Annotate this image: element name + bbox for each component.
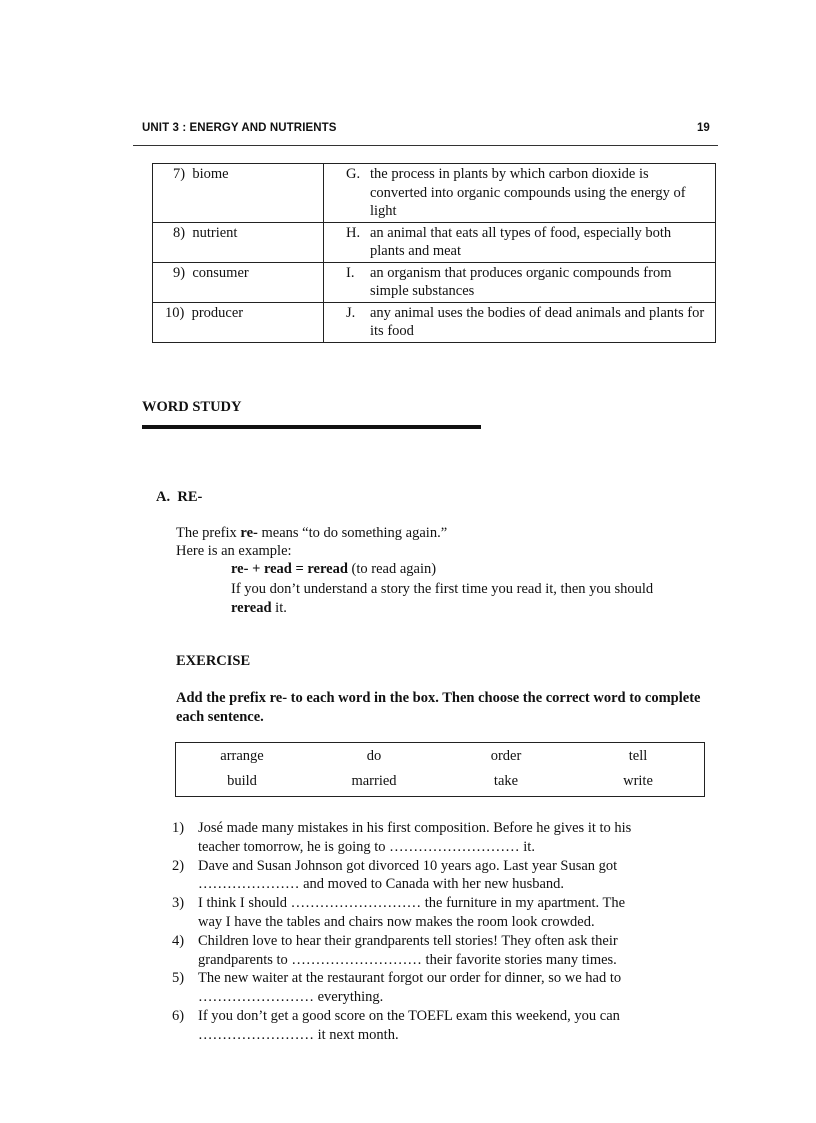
word-box-item: order (490, 748, 522, 764)
section-title: WORD STUDY (142, 399, 242, 415)
definition-letter: H. (346, 224, 361, 241)
word-box-item: do (366, 748, 382, 764)
example-formula (231, 560, 436, 579)
item-number: 5) (172, 970, 185, 987)
definition-letter: G. (346, 166, 361, 182)
list-item (172, 932, 712, 970)
unit-title: UNIT 3 : ENERGY AND NUTRIENTS (142, 122, 337, 134)
item-number: 4) (172, 932, 185, 949)
word-box-item: build (227, 773, 257, 789)
definition-letter: I. (346, 264, 355, 281)
sentence-line: way I have the tables and chairs now makes the room look crowded. (198, 913, 595, 930)
term-number: 7) (173, 166, 186, 182)
exercise-sentence-list (172, 819, 712, 1045)
text-span: The prefix (176, 525, 241, 541)
term-word: biome (192, 166, 229, 182)
table-row (153, 302, 716, 342)
table-row (153, 222, 716, 262)
prefix-definition (176, 524, 447, 543)
term-word: consumer (192, 264, 249, 281)
sentence-line: ………………… and moved to Canada with her new husband. (198, 876, 565, 893)
item-number: 1) (172, 820, 185, 836)
word-box-item: take (493, 773, 519, 789)
vocabulary-matching-table (152, 163, 716, 343)
item-number: 6) (172, 1007, 185, 1024)
word-box-item: married (351, 773, 397, 789)
header-divider (133, 145, 718, 146)
exercise-title: EXERCISE (176, 653, 251, 669)
term-word: nutrient (192, 224, 238, 241)
sentence-line: Children love to hear their grandparents tell stories! They often ask their (198, 932, 618, 949)
list-item (172, 969, 712, 1007)
definition-cell (324, 302, 716, 342)
term-cell (153, 262, 324, 302)
definition-cell (324, 164, 716, 223)
term-cell (153, 164, 324, 223)
sentence-line: Dave and Susan Johnson got divorced 10 years ago. Last year Susan got (198, 857, 618, 874)
list-item (172, 819, 712, 857)
word-box-item: tell (628, 748, 648, 764)
word-box-item: arrange (220, 748, 264, 764)
definition-text: an animal that eats all types of food, especially both plants and meat (370, 224, 672, 259)
word-box (175, 742, 705, 797)
subsection-label: A. (156, 489, 171, 505)
example-sentence-end (231, 599, 287, 618)
definition-text: an organism that produces organic compounds from simple substances (370, 264, 672, 299)
text-span: it. (271, 600, 287, 616)
sentence-line: I think I should ……………………… the furniture in my apartment. The (198, 895, 626, 912)
highlighted-word: reread (231, 600, 272, 616)
item-number: 3) (172, 895, 185, 912)
term-cell (153, 302, 324, 342)
section-underline (142, 425, 481, 429)
item-number: 2) (172, 857, 185, 874)
definition-cell (324, 262, 716, 302)
text-span: means “to do something again.” (257, 525, 448, 541)
sentence-line: …………………… it next month. (198, 1026, 399, 1043)
subsection-heading (156, 489, 202, 506)
list-item (172, 1007, 712, 1045)
definition-letter: J. (346, 304, 356, 321)
sentence-line: If you don’t get a good score on the TOEFL exam this weekend, you can (198, 1007, 620, 1024)
prefix-term: re- (240, 525, 258, 541)
table-row (153, 262, 716, 302)
definition-text: any animal uses the bodies of dead animals and plants for its food (370, 304, 705, 339)
term-number: 8) (173, 224, 186, 241)
formula-text: re- + read = reread (231, 561, 348, 577)
term-number: 10) (165, 304, 185, 321)
sentence-line: teacher tomorrow, he is going to ……………………… it. (198, 838, 535, 855)
word-box-item: write (623, 773, 653, 789)
sentence-line: grandparents to ……………………… their favorite stories many times. (198, 951, 617, 968)
sentence-line: José made many mistakes in his first composition. Before he gives it to his (198, 820, 632, 836)
example-intro: Here is an example: (176, 543, 292, 559)
term-word: producer (191, 304, 244, 321)
term-number: 9) (173, 264, 186, 281)
sentence-line: The new waiter at the restaurant forgot our order for dinner, so we had to (198, 970, 622, 987)
list-item (172, 894, 712, 932)
definition-text: the process in plants by which carbon dioxide is converted into organic compounds using the energy of light (370, 166, 686, 219)
subsection-title: RE- (177, 489, 203, 505)
example-sentence: If you don’t understand a story the first time you read it, then you should (231, 581, 654, 597)
definition-cell (324, 222, 716, 262)
exercise-instructions: Add the prefix re- to each word in the box. Then choose the correct word to complete each sentence. (176, 690, 701, 725)
sentence-line: …………………… everything. (198, 989, 384, 1006)
page-number: 19 (697, 122, 710, 134)
table-row (153, 164, 716, 223)
term-cell (153, 222, 324, 262)
text-span: (to read again) (347, 561, 437, 577)
list-item (172, 857, 712, 895)
